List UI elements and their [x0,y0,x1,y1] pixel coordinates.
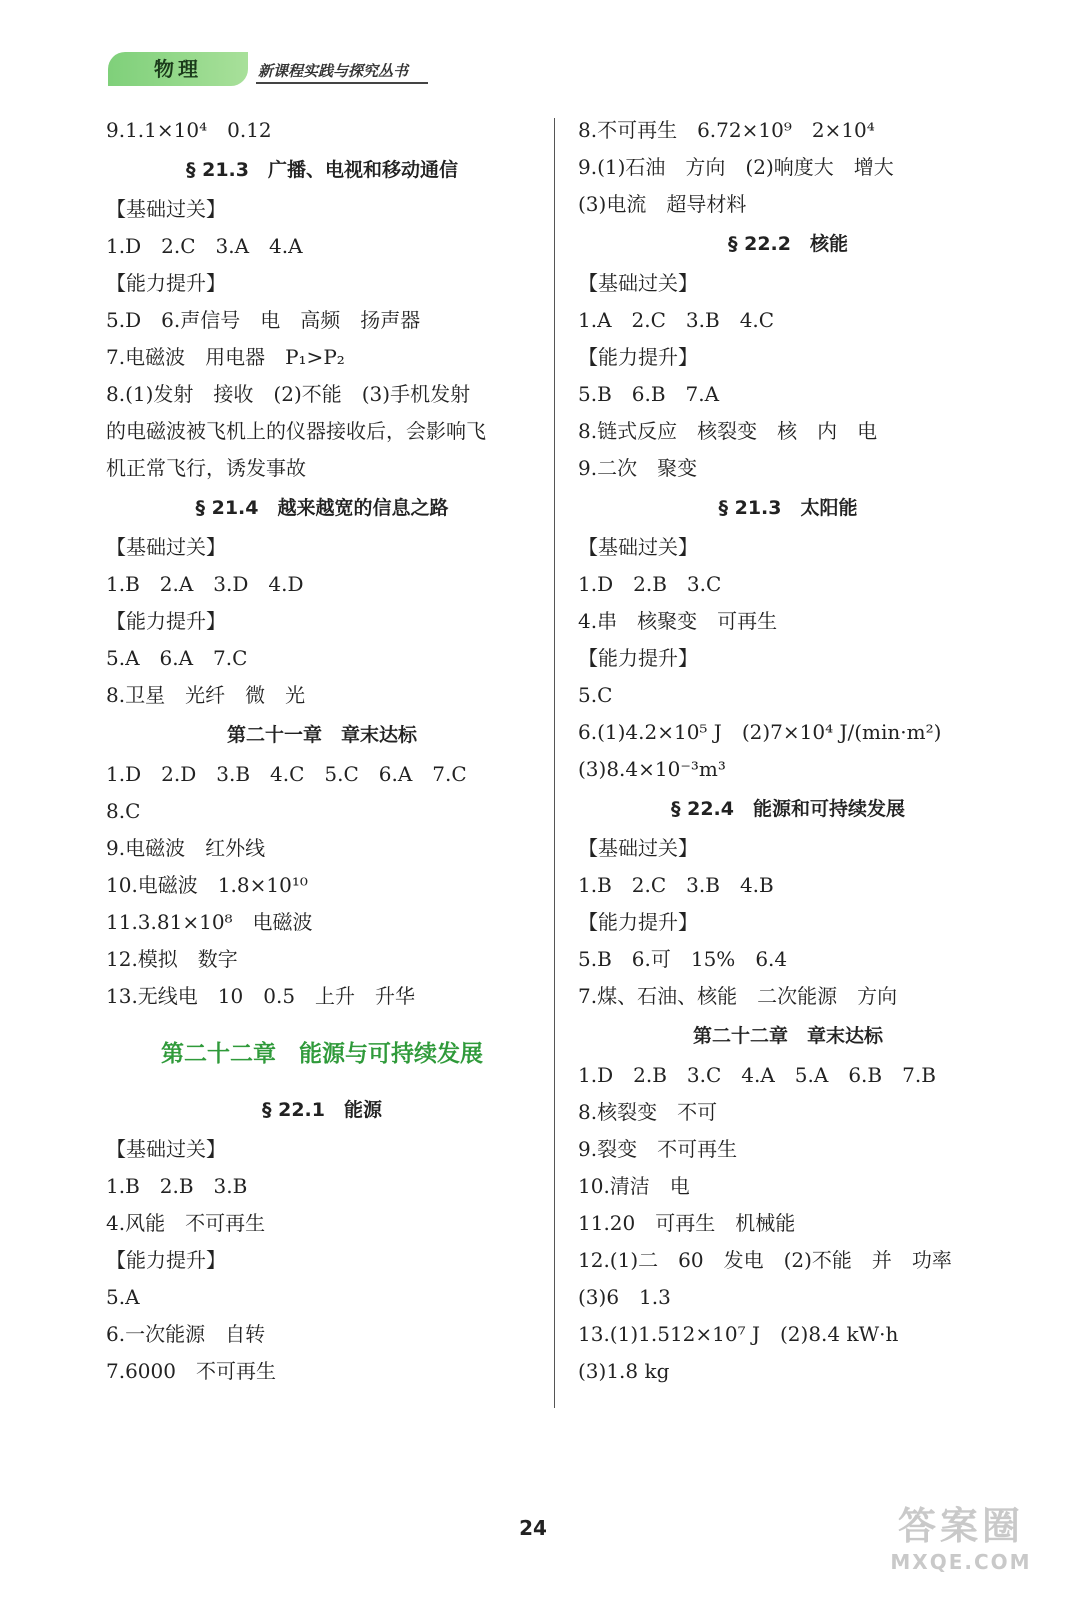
answer-line: 10.清洁 电 [578,1174,690,1198]
answer-line: 5.C [578,683,613,707]
series-underline [256,82,428,84]
answer-line: 1.B 2.B 3.B [106,1174,248,1198]
left-column [106,112,538,1390]
right-column [578,112,998,1390]
answer-line: 9.裂变 不可再生 [578,1137,738,1161]
answer-line: (3)6 1.3 [578,1285,671,1309]
answer-line: 机正常飞行，诱发事故 [106,456,306,480]
answer-line: 10.电磁波 1.8×10¹⁰ [106,873,308,897]
answer-line: 9.二次 聚变 [578,456,698,480]
page-header [108,52,428,88]
subsection-label: 【能力提升】 [578,646,698,670]
subsection-label: 【基础过关】 [578,836,698,860]
subsection-label: 【基础过关】 [106,535,226,559]
subsection-label: 【基础过关】 [578,271,698,295]
subsection-label: 【能力提升】 [106,271,226,295]
answer-line: 5.A [106,1285,140,1309]
answer-line: 8.C [106,799,141,823]
subsection-label: 【基础过关】 [578,535,698,559]
watermark-bottom: MXQE.COM [890,1550,1032,1574]
section-title: 第二十一章 章末达标 [226,724,417,746]
answer-line: 11.3.81×10⁸ 电磁波 [106,910,313,934]
answer-line: 12.(1)二 60 发电 (2)不能 并 功率 [578,1248,952,1272]
answer-line: (3)1.8 kg [578,1359,670,1383]
section-title: § 21.4 越来越宽的信息之路 [195,497,449,519]
answer-line: (3)电流 超导材料 [578,192,747,216]
answer-line: 7.煤、石油、核能 二次能源 方向 [578,984,898,1008]
watermark-logo [886,1502,1036,1582]
answer-line: 7.电磁波 用电器 P₁>P₂ [106,345,345,369]
subsection-label: 【能力提升】 [578,910,698,934]
watermark-top: 答案圈 [897,1504,1024,1548]
page-number: 24 [519,1516,547,1540]
answer-line: 1.A 2.C 3.B 4.C [578,308,775,332]
answer-line: 5.B 6.B 7.A [578,382,720,406]
answer-line: 11.20 可再生 机械能 [578,1211,796,1235]
answer-line: 5.B 6.可 15% 6.4 [578,947,788,971]
answer-line: 5.A 6.A 7.C [106,646,248,670]
answer-line: (3)8.4×10⁻³m³ [578,757,726,781]
answer-line: 7.6000 不可再生 [106,1359,276,1383]
answer-line: 8.不可再生 6.72×10⁹ 2×10⁴ [578,118,875,142]
answer-line: 1.D 2.B 3.C [578,572,722,596]
section-title: § 22.4 能源和可持续发展 [671,798,905,820]
answer-line: 13.无线电 10 0.5 上升 升华 [106,984,416,1008]
answer-line: 4.风能 不可再生 [106,1211,266,1235]
answer-line: 6.(1)4.2×10⁵ J (2)7×10⁴ J/(min·m²) [578,720,942,744]
answer-line: 8.链式反应 核裂变 核 内 电 [578,419,878,443]
answer-line: 9.1.1×10⁴ 0.12 [106,118,272,142]
answer-line: 1.B 2.A 3.D 4.D [106,572,304,596]
subsection-label: 【能力提升】 [106,1248,226,1272]
subsection-label: 【基础过关】 [106,1137,226,1161]
section-title: § 21.3 太阳能 [718,497,858,519]
answer-line: 1.D 2.C 3.A 4.A [106,234,303,258]
section-title: 第二十二章 章末达标 [692,1025,883,1047]
answer-line: 1.B 2.C 3.B 4.B [578,873,774,897]
section-title: § 22.1 能源 [262,1099,382,1121]
subsection-label: 【基础过关】 [106,197,226,221]
answer-line: 1.D 2.B 3.C 4.A 5.A 6.B 7.B [578,1063,936,1087]
subsection-label: 【能力提升】 [578,345,698,369]
section-title: § 22.2 核能 [728,233,848,255]
section-title: § 21.3 广播、电视和移动通信 [186,159,458,181]
answer-line: 9.(1)石油 方向 (2)响度大 增大 [578,155,894,179]
answer-line: 9.电磁波 红外线 [106,836,266,860]
answer-line: 4.串 核聚变 可再生 [578,609,778,633]
answer-line: 的电磁波被飞机上的仪器接收后，会影响飞 [106,419,486,443]
answer-line: 1.D 2.D 3.B 4.C 5.C 6.A 7.C [106,762,467,786]
series-title: 新课程实践与探究丛书 [258,62,409,80]
subject-badge: 物理 [108,52,248,86]
answer-line: 8.卫星 光纤 微 光 [106,683,306,707]
answer-line: 13.(1)1.512×10⁷ J (2)8.4 kW·h [578,1322,899,1346]
chapter-title: 第二十二章 能源与可持续发展 [161,1041,483,1067]
answer-line: 5.D 6.声信号 电 高频 扬声器 [106,308,421,332]
column-divider [554,118,555,1408]
answer-line: 12.模拟 数字 [106,947,238,971]
subsection-label: 【能力提升】 [106,609,226,633]
answer-line: 6.一次能源 自转 [106,1322,266,1346]
answer-line: 8.核裂变 不可 [578,1100,718,1124]
answer-line: 8.(1)发射 接收 (2)不能 (3)手机发射 [106,382,471,406]
